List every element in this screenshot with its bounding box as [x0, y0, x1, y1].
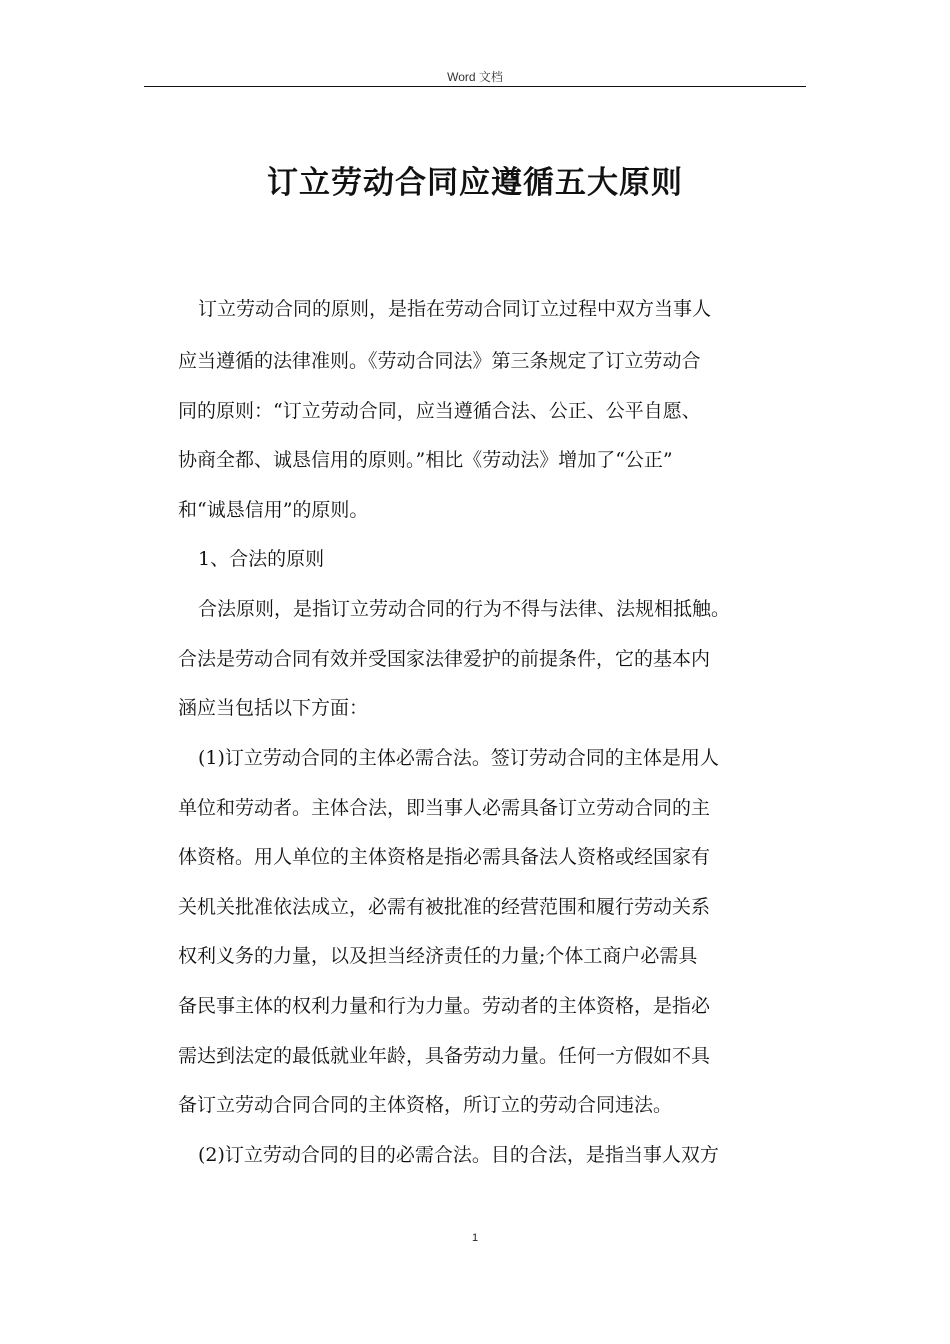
body-line: 和“诚恳信用”的原则。: [178, 499, 369, 521]
header-label: Word 文档: [447, 70, 503, 84]
body-line: 关机关批准依法成立，必需有被批准的经营范围和履行劳动关系: [178, 896, 711, 918]
body-line: 应当遵循的法律准则。《劳动合同法》第三条规定了订立劳动合: [178, 350, 701, 372]
body-line: 备民事主体的权利力量和行为力量。劳动者的主体资格，是指必: [178, 995, 711, 1017]
body-line: 合法原则，是指订立劳动合同的行为不得与法律、法规相抵触。: [198, 598, 731, 620]
body-line: 备订立劳动合同合同的主体资格，所订立的劳动合同违法。: [178, 1094, 673, 1116]
body-line: 单位和劳动者。主体合法，即当事人必需具备订立劳动合同的主: [178, 797, 711, 819]
body-line: 协商全都、诚恳信用的原则。”相比《劳动法》增加了“公正”: [178, 449, 673, 471]
body-line: 合法是劳动合同有效并受国家法律爱护的前提条件，它的基本内: [178, 648, 711, 670]
body-line: 体资格。用人单位的主体资格是指必需具备法人资格或经国家有: [178, 846, 711, 868]
body-line: (1)订立劳动合同的主体必需合法。签订劳动合同的主体是用人: [198, 747, 719, 769]
section-heading: 1、合法的原则: [198, 548, 325, 570]
body-line: 同的原则：“订立劳动合同，应当遵循合法、公正、公平自愿、: [178, 400, 701, 422]
body-line: 需达到法定的最低就业年龄，具备劳动力量。任何一方假如不具: [178, 1045, 711, 1067]
body-line: 权利义务的力量，以及担当经济责任的力量;个体工商户必需具: [178, 945, 698, 967]
body-line: 涵应当包括以下方面：: [178, 697, 369, 719]
body-line: (2)订立劳动合同的目的必需合法。目的合法，是指当事人双方: [198, 1144, 719, 1166]
page-number: 1: [471, 1232, 479, 1244]
header-rule: [144, 86, 806, 87]
body-line: 订立劳动合同的原则，是指在劳动合同订立过程中双方当事人: [198, 298, 712, 320]
document-title: 订立劳动合同应遵循五大原则: [267, 165, 683, 201]
